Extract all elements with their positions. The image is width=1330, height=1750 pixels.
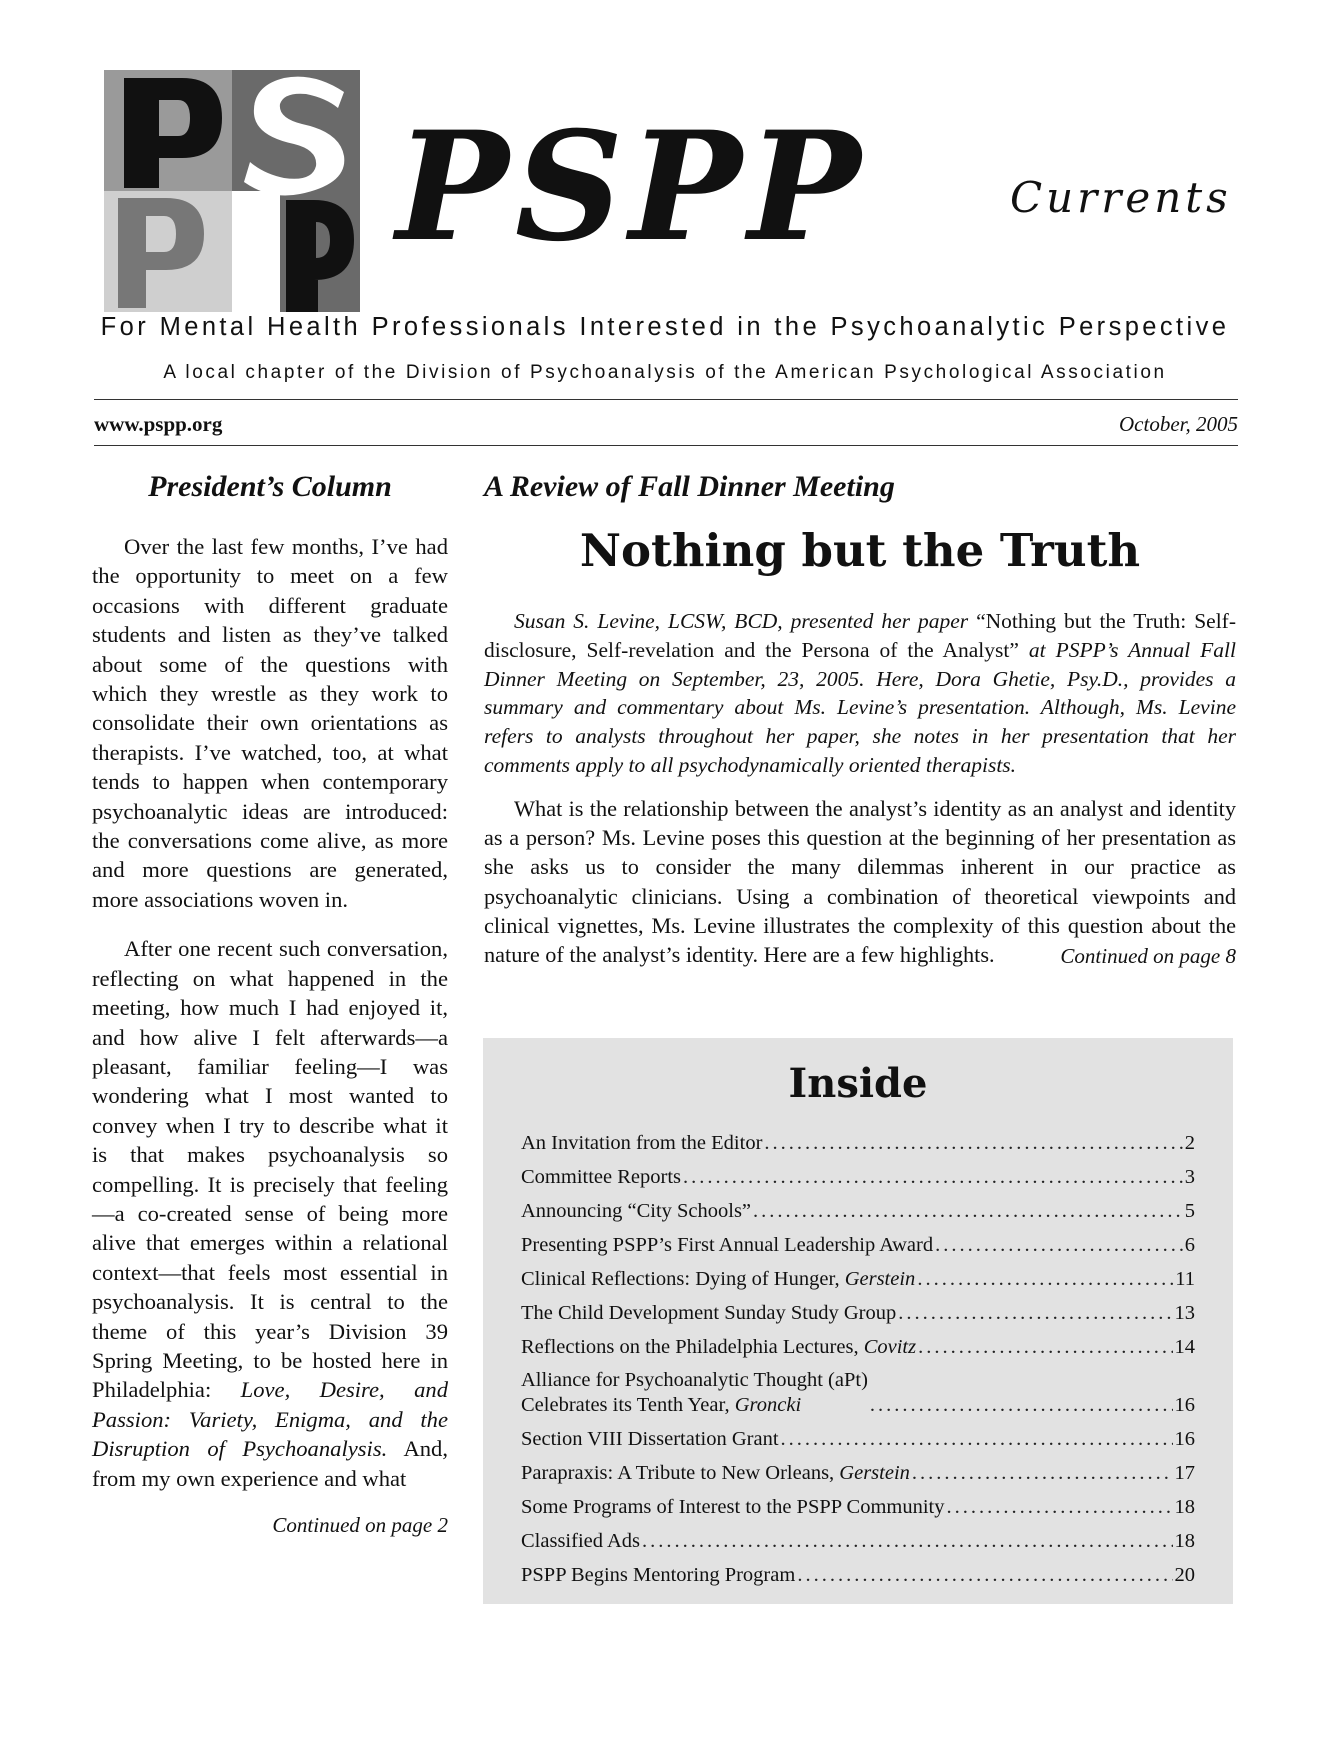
table-of-contents bbox=[521, 1122, 1195, 1588]
toc-item-title bbox=[521, 1131, 762, 1156]
paragraph-text: And, from my own experience and what bbox=[92, 1436, 448, 1491]
toc-title-text: Some Programs of Interest to the PSPP Community bbox=[521, 1496, 945, 1518]
toc-title-text: Committee Reports bbox=[521, 1166, 681, 1188]
toc-leader-dots bbox=[935, 1233, 1183, 1258]
toc-item[interactable] bbox=[521, 1258, 1195, 1292]
toc-leader-dots bbox=[753, 1199, 1183, 1224]
masthead-subtitle: Currents bbox=[1010, 173, 1232, 222]
toc-title-text: PSPP Begins Mentoring Program bbox=[521, 1564, 796, 1586]
toc-item[interactable] bbox=[521, 1190, 1195, 1224]
toc-title-text: Classified Ads bbox=[521, 1530, 641, 1552]
toc-item-title bbox=[521, 1233, 933, 1258]
article-body: What is the relationship between the analyst’s identity as an analyst and identity as a person? Ms. Levine poses this question at the beginning of her presentation as she asks us to consider the many dilemmas inherent in our practice as psychoanalytic clinicians. Using a combination of theoretical viewpoints and clinical vignettes, Ms. Levine illustrates the complexity of this question about the nature of the analyst’s identity. Here are a few highlights. bbox=[484, 795, 1236, 968]
toc-item-page: 18 bbox=[1174, 1496, 1195, 1518]
toc-title-text: The Child Development Sunday Study Group bbox=[521, 1302, 897, 1324]
toc-title-text: Section VIII Dissertation Grant bbox=[521, 1428, 779, 1450]
toc-item-title bbox=[521, 1165, 681, 1190]
toc-item-title bbox=[521, 1529, 640, 1554]
inside-title: Inside bbox=[788, 1060, 928, 1107]
paper-title: “Nothing but the Truth: Self-disclosure, Self-revelation and the Persona of the Analyst” bbox=[484, 609, 1236, 662]
toc-item[interactable] bbox=[521, 1360, 1195, 1418]
presidents-column-paragraph bbox=[92, 934, 448, 1493]
toc-leader-dots bbox=[870, 1393, 1173, 1418]
toc-item-page: 14 bbox=[1174, 1336, 1195, 1358]
toc-item[interactable] bbox=[521, 1122, 1195, 1156]
toc-item-title bbox=[521, 1495, 944, 1520]
toc-item-page: 13 bbox=[1174, 1302, 1195, 1324]
toc-item-title bbox=[521, 1427, 779, 1452]
presidents-column-paragraph: Over the last few months, I’ve had the opportunity to meet on a few occasions with different graduate students and listen as they’ve talked about some of the questions with which they wrestle as they work to consolidate their own orientations as therapists. I’ve watched, too, at what tends to happen when contemporary psychoanalytic ideas are introduced: the conversations come alive, as more and more questions are generated, more associations woven in. bbox=[92, 534, 448, 912]
toc-title-text: Alliance for Psychoanalytic Thought (aPt) Celebrates its Tenth Year, bbox=[521, 1369, 868, 1416]
toc-item-title bbox=[521, 1301, 896, 1326]
toc-item-author: Gerstein bbox=[839, 1462, 910, 1484]
toc-leader-dots bbox=[898, 1301, 1172, 1326]
toc-item-page: 16 bbox=[1174, 1428, 1195, 1450]
toc-leader-dots bbox=[917, 1267, 1173, 1292]
article-intro bbox=[484, 607, 1236, 780]
masthead-subtagline: A local chapter of the Division of Psychoanalysis of the American Psychological Association bbox=[163, 362, 1167, 383]
masthead-tagline: For Mental Health Professionals Interested in the Psychoanalytic Perspective bbox=[100, 313, 1230, 341]
toc-item-page: 5 bbox=[1184, 1200, 1195, 1222]
toc-item[interactable] bbox=[521, 1292, 1195, 1326]
toc-item[interactable] bbox=[521, 1224, 1195, 1258]
intro-text: Susan S. Levine, LCSW, BCD, presented her paper bbox=[514, 609, 969, 633]
toc-leader-dots bbox=[683, 1165, 1183, 1190]
continued-note: Continued on page 2 bbox=[272, 1513, 448, 1537]
header-rule-top bbox=[94, 399, 1238, 400]
issue-date: October, 2005 bbox=[1119, 412, 1238, 436]
toc-leader-dots bbox=[764, 1131, 1182, 1156]
header-rule-bottom bbox=[94, 445, 1238, 446]
toc-item-page: 18 bbox=[1174, 1530, 1195, 1552]
review-article bbox=[484, 470, 1236, 969]
website-link[interactable]: www.pspp.org bbox=[94, 412, 223, 436]
toc-leader-dots bbox=[781, 1427, 1173, 1452]
toc-leader-dots bbox=[912, 1461, 1173, 1486]
toc-leader-dots bbox=[918, 1335, 1172, 1360]
toc-title-text: Presenting PSPP’s First Annual Leadership Award bbox=[521, 1234, 934, 1256]
toc-item-page: 11 bbox=[1175, 1268, 1195, 1290]
masthead-wordmark: PSPP bbox=[396, 99, 867, 275]
toc-item-author: Gerstein bbox=[844, 1268, 916, 1290]
toc-item[interactable] bbox=[521, 1418, 1195, 1452]
toc-item-title bbox=[521, 1461, 910, 1486]
article-title: Nothing but the Truth bbox=[579, 524, 1141, 577]
toc-title-text: Clinical Reflections: Dying of Hunger, bbox=[521, 1268, 845, 1290]
paragraph-text: After one recent such conversation, reflecting on what happened in the meeting, how much I had enjoyed it, and how alive I felt afterwards—a pleasant, familiar feeling—I was wondering what I most wanted to convey when I try to describe what it is that makes psychoanalysis so compelling. It is precisely that feeling—a co-created sense of being more alive that emerges within a relational context—that feels most essential in psychoanalysis. It is central to the theme of this year’s Division 39 Spring Meeting, to be hosted here in Philadelphia: bbox=[92, 936, 448, 1403]
toc-item-page: 17 bbox=[1174, 1462, 1195, 1484]
toc-item-page: 20 bbox=[1174, 1564, 1195, 1586]
toc-title-text: Parapraxis: A Tribute to New Orleans, bbox=[521, 1462, 840, 1484]
toc-item-author: Groncki bbox=[734, 1394, 802, 1416]
toc-item-page: 2 bbox=[1184, 1132, 1195, 1154]
toc-item-author: Covitz bbox=[863, 1336, 917, 1358]
toc-item[interactable] bbox=[521, 1156, 1195, 1190]
toc-item-page: 6 bbox=[1184, 1234, 1195, 1256]
toc-item[interactable] bbox=[521, 1554, 1195, 1588]
continued-note: Continued on page 8 bbox=[1060, 943, 1236, 968]
review-heading: A Review of Fall Dinner Meeting bbox=[484, 470, 895, 503]
toc-item-title bbox=[521, 1563, 795, 1588]
toc-item-title bbox=[521, 1335, 916, 1360]
toc-item-page: 3 bbox=[1184, 1166, 1195, 1188]
toc-item[interactable] bbox=[521, 1452, 1195, 1486]
toc-item-title bbox=[521, 1368, 868, 1418]
presidents-column-heading: President’s Column bbox=[148, 470, 392, 503]
pspp-logo bbox=[104, 70, 360, 312]
toc-leader-dots bbox=[797, 1563, 1172, 1588]
toc-item[interactable] bbox=[521, 1486, 1195, 1520]
toc-item[interactable] bbox=[521, 1326, 1195, 1360]
toc-item-title bbox=[521, 1267, 915, 1292]
toc-title-text: Reflections on the Philadelphia Lectures, bbox=[521, 1336, 864, 1358]
toc-item-page: 16 bbox=[1174, 1394, 1195, 1416]
intro-text: at PSPP’s Annual Fall Dinner Meeting on September, 23, 2005. Here, Dora Ghetie, Psy.D., provides a summary and commentary about Ms. Levine’s presentation. Although, Ms. Levine refers to analysts throughout her paper, she notes in her presentation that her comments apply to all psychodynamically oriented therapists. bbox=[484, 637, 1236, 777]
toc-title-text: An Invitation from the Editor bbox=[521, 1132, 763, 1154]
toc-item[interactable] bbox=[521, 1520, 1195, 1554]
toc-item-title bbox=[521, 1199, 751, 1224]
presidents-column bbox=[92, 470, 448, 1538]
toc-leader-dots bbox=[642, 1529, 1172, 1554]
inside-box bbox=[483, 1038, 1233, 1604]
toc-title-text: Announcing “City Schools” bbox=[521, 1200, 752, 1222]
meeting-theme: Love, Desire, and Passion: Variety, Enigma, and the Disruption of Psychoanalysis. bbox=[92, 1377, 448, 1462]
toc-leader-dots bbox=[946, 1495, 1172, 1520]
